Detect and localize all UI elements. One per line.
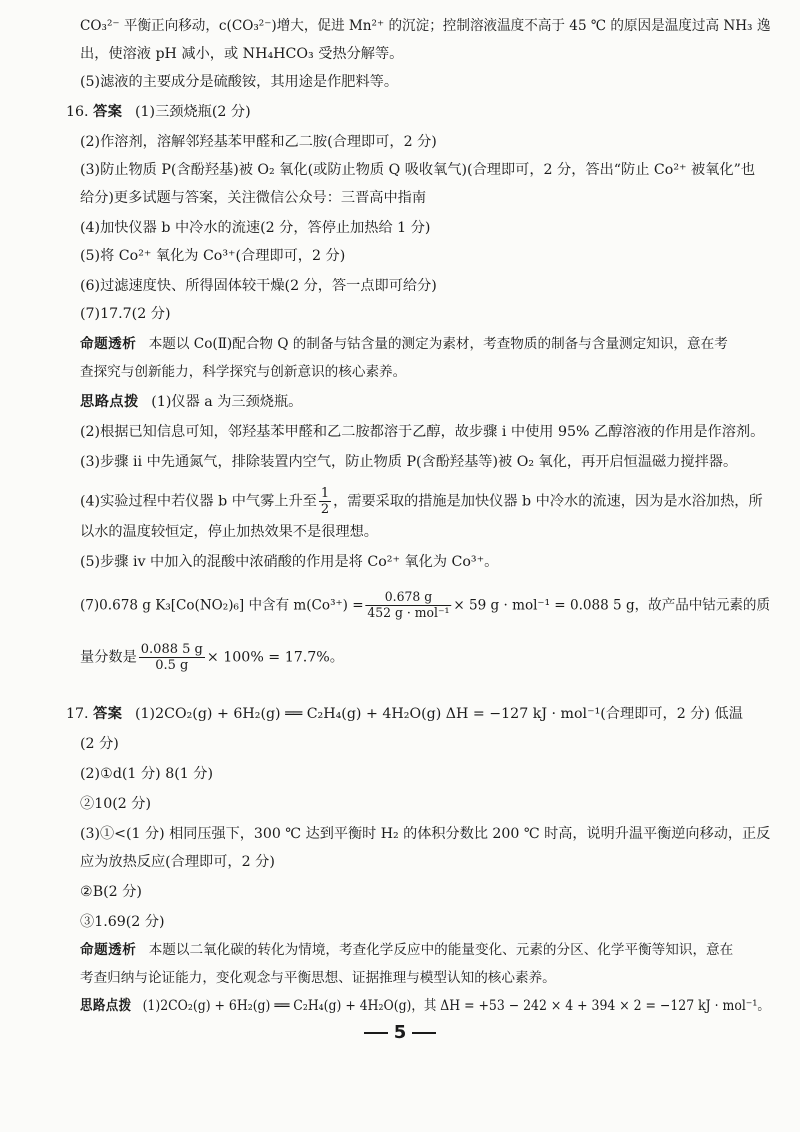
text-line: ②10(2 分) (80, 796, 152, 812)
answer-text: (1)2CO₂(g) + 6H₂(g) ══ C₂H₄(g) + 4H₂O(g) ΔH = −127 kJ · mol⁻¹(合理即可，2 分) 低温 (135, 706, 743, 722)
hint-line (80, 996, 770, 1016)
text-line: (2)根据已知信息可知，邻羟基苯甲醛和乙二胺都溶于乙醇，故步骤 ⅰ 中使用 95% 乙醇溶液的作用是作溶剂。 (80, 424, 765, 440)
fraction-numerator: 1 (320, 486, 330, 501)
text-segment: (4)实验过程中若仪器 b 中气雾上升至 (80, 493, 317, 510)
page-number (0, 1022, 800, 1043)
text-line: (5)将 Co²⁺ 氧化为 Co³⁺(合理即可，2 分) (80, 248, 346, 264)
text-line: (3)防止物质 P(含酚羟基)被 O₂ 氧化(或防止物质 Q 吸收氧气)(合理即可，2 分，答出“防止 Co²⁺ 被氧化”也 (80, 162, 756, 178)
text-line: (2)作溶剂，溶解邻羟基苯甲醛和乙二胺(合理即可，2 分) (80, 134, 437, 150)
fraction-one-half (319, 486, 331, 517)
question-17-answer-line (66, 704, 743, 724)
hint-tag: 思路点拨 (80, 394, 139, 410)
text-line: 考查归纳与论证能力，变化观念与平衡思想、证据推理与模型认知的核心素养。 (80, 970, 556, 986)
analysis-line (80, 940, 733, 960)
text-line: (2 分) (80, 736, 119, 752)
text-line-with-fraction (80, 642, 344, 673)
text-segment: ，需要采取的措施是加快仪器 b 中冷水的流速，因为是水浴加热，所 (333, 493, 763, 510)
text-line: (2)①d(1 分) 8(1 分) (80, 766, 214, 782)
hint-tag: 思路点拨 (80, 998, 132, 1014)
analysis-tag: 命题透析 (80, 942, 137, 958)
page-number-dash (364, 1032, 388, 1034)
text-line-with-fraction (80, 590, 770, 621)
analysis-line (80, 334, 728, 354)
answer-tag: 答案 (93, 104, 123, 120)
text-line: (6)过滤速度快、所得固体较干燥(2 分，答一点即可给分) (80, 278, 437, 294)
analysis-tag: 命题透析 (80, 336, 137, 352)
hint-line (80, 392, 302, 412)
hint-text: (1)2CO₂(g) + 6H₂(g) ══ C₂H₄(g) + 4H₂O(g)，其 ΔH = +53 − 242 × 4 + 394 × 2 = −127 kJ · mol⁻¹。 (142, 998, 770, 1014)
text-line: 查探究与创新能力，科学探究与创新意识的核心素养。 (80, 364, 407, 380)
fraction-numerator: 0.088 5 g (140, 642, 203, 657)
text-line: ③1.69(2 分) (80, 914, 165, 930)
text-line: (7)17.7(2 分) (80, 306, 171, 322)
page-number-dash (412, 1032, 436, 1034)
text-line: (5)滤液的主要成分是硫酸铵，其用途是作肥料等。 (80, 74, 399, 90)
fraction-mass-over-molar (365, 590, 451, 621)
text-segment: (7)0.678 g K₃[Co(NO₂)₆] 中含有 m(Co³⁺) = (80, 597, 364, 614)
answer-text: (1)三颈烧瓶(2 分) (135, 104, 251, 120)
text-segment: 量分数是 (80, 649, 137, 666)
text-segment: × 59 g · mol⁻¹ = 0.088 5 g，故产品中钴元素的质 (453, 597, 771, 614)
text-line-with-fraction (80, 486, 763, 517)
fraction-numerator: 0.678 g (365, 590, 451, 606)
hint-text: (1)仪器 a 为三颈烧瓶。 (151, 394, 303, 410)
page-number-value: 5 (393, 1022, 407, 1043)
text-line: 以水的温度较恒定，停止加热效果不是很理想。 (80, 524, 378, 540)
fraction-mass-fraction (139, 642, 205, 673)
question-16-answer-line (66, 102, 251, 122)
analysis-text: 本题以 Co(Ⅱ)配合物 Q 的制备与钴含量的测定为素材，考查物质的制备与含量测定知识，意在考 (148, 336, 728, 352)
analysis-text: 本题以二氧化碳的转化为情境，考查化学反应中的能量变化、元素的分区、化学平衡等知识，意在 (148, 942, 734, 958)
text-line: 出，使溶液 pH 减小，或 NH₄HCO₃ 受热分解等。 (80, 46, 404, 62)
text-line: (5)步骤 ⅳ 中加入的混酸中浓硝酸的作用是将 Co²⁺ 氧化为 Co³⁺。 (80, 554, 499, 570)
question-number: 17. (66, 706, 89, 722)
fraction-denominator: 452 g · mol⁻¹ (367, 606, 450, 621)
text-line: (3)步骤 ⅱ 中先通氮气，排除装置内空气，防止物质 P(含酚羟基等)被 O₂ 氧化，再开启恒温磁力搅拌器。 (80, 454, 738, 470)
text-line: (3)①<(1 分) 相同压强下，300 ℃ 达到平衡时 H₂ 的体积分数比 200 ℃ 时高，说明升温平衡逆向移动，正反 (80, 826, 771, 842)
text-line: ②B(2 分) (80, 884, 142, 900)
question-number: 16. (66, 104, 89, 120)
answer-tag: 答案 (93, 706, 123, 722)
text-line: CO₃²⁻ 平衡正向移动，c(CO₃²⁻)增大，促进 Mn²⁺ 的沉淀；控制溶液温度不高于 45 ℃ 的原因是温度过高 NH₃ 逸 (80, 18, 771, 34)
fraction-denominator: 2 (320, 502, 330, 517)
fraction-denominator: 0.5 g (155, 658, 189, 673)
text-segment: × 100% = 17.7%。 (206, 649, 344, 666)
text-line: 应为放热反应(合理即可，2 分) (80, 854, 275, 870)
text-line: 给分)更多试题与答案，关注微信公众号：三晋高中指南 (80, 190, 427, 206)
text-line: (4)加快仪器 b 中冷水的流速(2 分，答停止加热给 1 分) (80, 220, 431, 236)
